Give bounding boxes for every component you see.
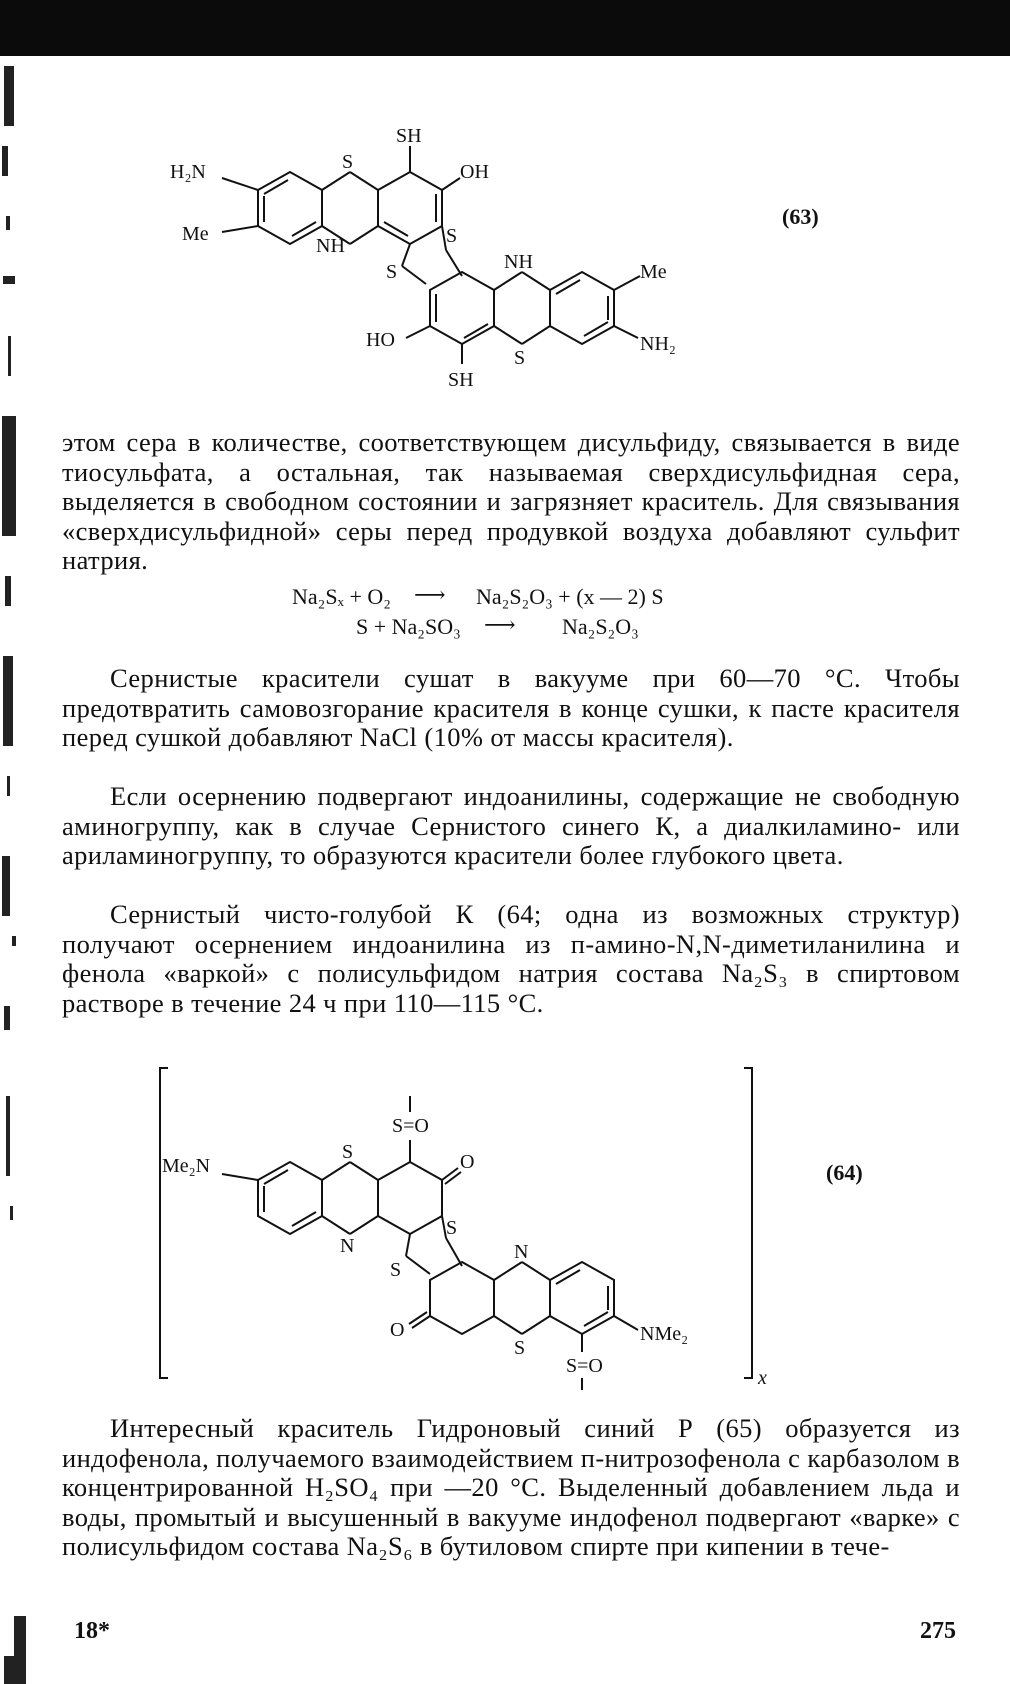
- paragraph-5: Интересный краситель Гидроновый синий Р (65) образуется из индофенола, получаемого взаимодействием п-нитрозофенола с карбазолом в концентрированной H₂SO₄ при —20 °С. Выделенный добавлением льда и воды, промытый и высушенный в вакууме индофенол подвергают «варке» с полисульфидом состава Na₂S₆ в бутиловом спирте при кипении в тече-: [62, 1413, 960, 1562]
- label-s-bridge-left: S: [390, 1259, 402, 1281]
- paragraph-1: этом сера в количестве, соответствующем дисульфиду, связывается в виде тиосульфата, а остальная, так называемая сверхдисульфидная сера, выделяется в свободном состоянии и загрязняет краситель. Для связывания «сверхдисульфидной» серы перед продувкой воздуха добавляют сульфит натрия.: [62, 427, 960, 576]
- label-nh-left: NH: [316, 235, 345, 257]
- label-oh: OH: [460, 161, 489, 183]
- equation-1-arrow: ⟶: [414, 582, 446, 607]
- label-nh2: NH₂: [640, 333, 676, 355]
- label-so-bottom: S=O: [566, 1355, 603, 1377]
- structure-63-number: (63): [782, 204, 819, 229]
- paragraph-3: Если осернению подвергают индоанилины, содержащие не свободную аминогруппу, как в случае Сернистого синего К, а диалкиламино- или ариламиногруппу, то образуются красители более глубокого цвета.: [62, 781, 960, 871]
- equation-1-left: Na₂Sₓ + O₂: [292, 584, 391, 609]
- equation-1-right: Na₂S₂O₃ + (x — 2) S: [476, 584, 664, 609]
- label-n-ring2: N: [514, 1241, 529, 1263]
- label-nh-right: NH: [504, 251, 533, 273]
- label-nme2: NMe₂: [640, 1323, 689, 1345]
- label-s-ring1: S: [342, 151, 354, 173]
- label-me-left: Me: [182, 223, 209, 245]
- label-sh-top: SH: [396, 128, 422, 147]
- structure-64-number: (64): [826, 1160, 863, 1185]
- label-s-ring2: S: [514, 347, 526, 369]
- label-me-right: Me: [640, 261, 667, 283]
- label-h2n: H₂N: [170, 161, 206, 183]
- structure-64: [154, 1062, 794, 1392]
- label-so-top: S=O: [392, 1115, 429, 1137]
- equation-2-right: Na₂S₂O₃: [562, 614, 639, 639]
- equation-2-arrow: ⟶: [484, 612, 516, 637]
- label-me2n: Me₂N: [162, 1155, 211, 1177]
- equation-2-left: S + Na₂SO₃: [356, 614, 461, 639]
- structure-63: [170, 128, 730, 418]
- structure-64-drawing: [154, 1062, 794, 1392]
- structure-63-drawing: [170, 128, 730, 418]
- label-sh-bottom: SH: [448, 369, 474, 391]
- label-s-bridge-right: S: [446, 225, 458, 247]
- label-s-ring2: S: [514, 1337, 526, 1359]
- label-s-bridge-right: S: [446, 1217, 458, 1239]
- page-number: 275: [920, 1618, 956, 1644]
- label-n-ring1: N: [340, 1235, 355, 1257]
- paragraph-2: Сернистые красители сушат в вакууме при 60—70 °С. Чтобы предотвратить самовозгорание красителя в конце сушки, к пасте красителя перед сушкой добавляют NaCl (10% от массы красителя).: [62, 663, 960, 753]
- label-o-bottom: O: [390, 1319, 405, 1341]
- scan-left-edge-noise: [0, 56, 36, 1684]
- footer-signature: 18*: [74, 1618, 110, 1644]
- label-o-top: O: [460, 1151, 475, 1173]
- label-ho: HO: [366, 329, 395, 351]
- label-subscript-x: x: [758, 1367, 767, 1389]
- paragraph-4: Сернистый чисто-голубой К (64; одна из возможных структур) получают осернением индоанилина из п-амино-N,N-диметиланилина и фенола «варкой» с полисульфидом натрия состава Na₂S₃ в спиртовом растворе в течение 24 ч при 110—115 °С.: [62, 899, 960, 1018]
- label-s-bridge-left: S: [386, 261, 398, 283]
- scan-top-border: [0, 0, 1010, 56]
- label-s-ring1: S: [342, 1141, 354, 1163]
